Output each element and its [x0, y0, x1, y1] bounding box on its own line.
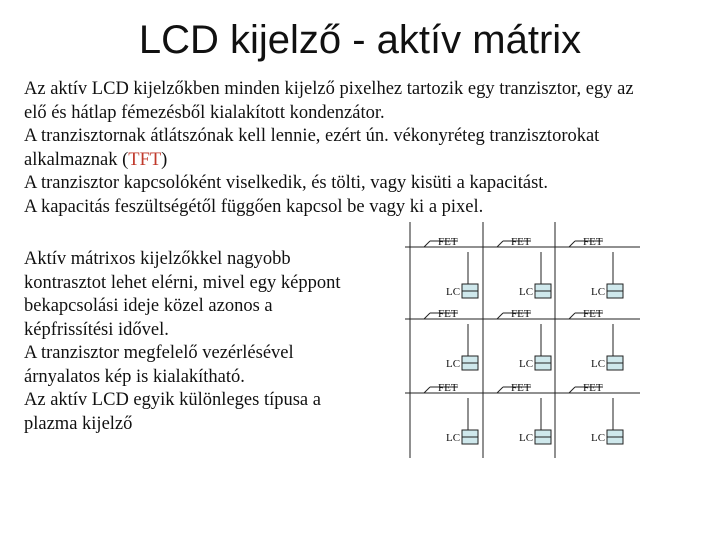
- active-matrix-diagram: [405, 222, 645, 462]
- intro-paragraph: [24, 78, 704, 219]
- fet-gate: [497, 387, 503, 393]
- side-line: Az aktív LCD egyik különleges típusa a: [24, 390, 321, 410]
- side-line: képfrissítési idővel.: [24, 319, 169, 340]
- intro-line: A tranzisztornak átlátszónak kell lennie, ezért ún. vékonyréteg tranzisztorokat: [24, 126, 600, 146]
- fet-gate: [569, 313, 575, 319]
- fet-label: FET: [438, 382, 458, 394]
- lc-label: LC: [446, 358, 461, 370]
- fet-gate: [569, 241, 575, 247]
- lc-label: LC: [591, 286, 606, 298]
- fet-label: FET: [583, 382, 603, 394]
- side-paragraph: [24, 248, 394, 436]
- side-line: bekapcsolási ideje közel azonos a: [24, 296, 273, 316]
- fet-label: FET: [583, 308, 603, 320]
- fet-label: FET: [511, 308, 531, 320]
- side-line: árnyalatos kép is kialakítható.: [24, 366, 245, 387]
- fet-gate: [497, 313, 503, 319]
- fet-gate: [424, 387, 430, 393]
- intro-line: Az aktív LCD kijelzőkben minden kijelző pixelhez tartozik egy tranzisztor, egy az: [24, 79, 634, 99]
- side-line: kontrasztot lehet elérni, mivel egy képpont: [24, 272, 341, 293]
- fet-gate: [424, 313, 430, 319]
- intro-text: ): [161, 149, 168, 170]
- side-line: plazma kijelző: [24, 413, 133, 434]
- intro-text: alkalmaznak (: [24, 149, 129, 170]
- fet-gate: [424, 241, 430, 247]
- fet-gate: [569, 387, 575, 393]
- fet-label: FET: [511, 382, 531, 394]
- intro-line: elő és hátlap fémezésből kialakított kondenzátor.: [24, 102, 385, 123]
- lc-label: LC: [591, 432, 606, 444]
- fet-gate: [497, 241, 503, 247]
- fet-label: FET: [438, 308, 458, 320]
- intro-line: [24, 149, 704, 173]
- fet-label: FET: [438, 236, 458, 248]
- lc-label: LC: [446, 432, 461, 444]
- tft-highlight: TFT: [128, 149, 162, 170]
- side-line: Aktív mátrixos kijelzőkkel nagyobb: [24, 249, 291, 269]
- fet-label: FET: [583, 236, 603, 248]
- intro-line: A kapacitás feszültségétől függően kapcsol be vagy ki a pixel.: [24, 196, 484, 217]
- side-line: A tranzisztor megfelelő vezérlésével: [24, 343, 294, 363]
- lc-label: LC: [519, 432, 534, 444]
- lc-label: LC: [446, 286, 461, 298]
- page-title: LCD kijelző - aktív mátrix: [138, 18, 582, 62]
- intro-line: A tranzisztor kapcsolóként viselkedik, és tölti, vagy kisüti a kapacitást.: [24, 173, 549, 193]
- lc-label: LC: [591, 358, 606, 370]
- fet-label: FET: [511, 236, 531, 248]
- lc-label: LC: [519, 286, 534, 298]
- lc-label: LC: [519, 358, 534, 370]
